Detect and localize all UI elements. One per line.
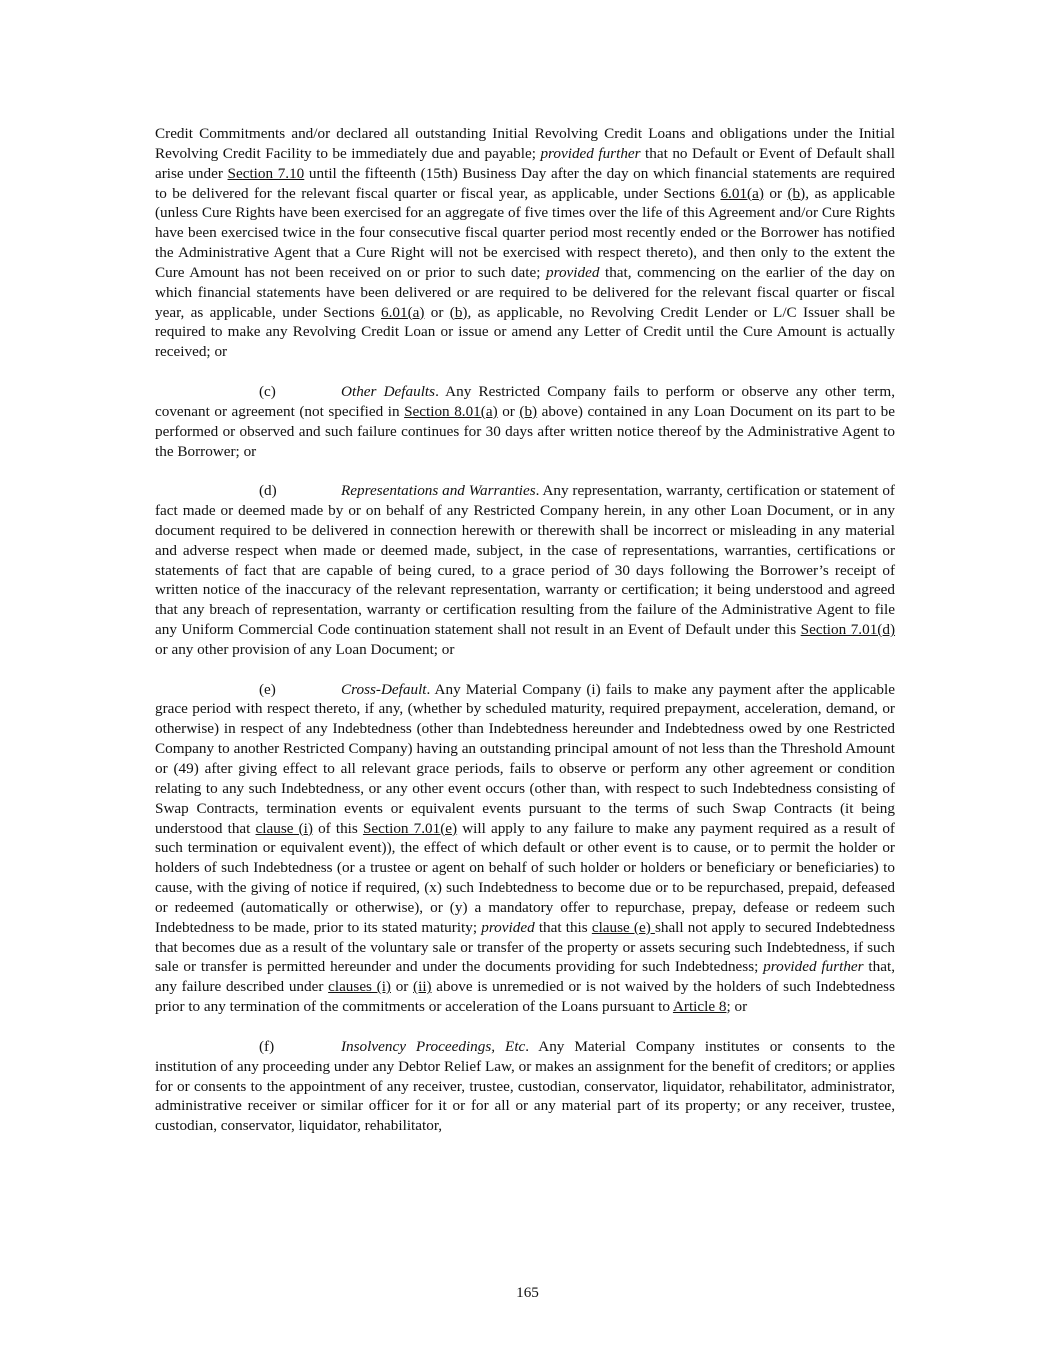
section-reference: Article 8 [672, 998, 727, 1016]
emphasis: provided further [540, 144, 641, 162]
page-number: 165 [516, 1284, 539, 1301]
section-reference: Section 7.01(d) [800, 621, 896, 639]
clause-heading: Insolvency Proceedings, Etc [341, 1037, 526, 1055]
clause-number: (c) [259, 382, 276, 400]
emphasis: provided [546, 263, 600, 281]
clause-number: (d) [259, 482, 277, 500]
section-reference: clauses (i) [328, 978, 391, 996]
paragraph-continuation: Credit Commitments and/or declared all outstanding Initial Revolving Credit Loans and obligations under the Initial Revolving Credit Facility to be immediately due and payable; provided further that no Default or Event of Default shall arise under Section 7.10 until the fifteenth (15th) Business Day after the day on which financial statements are required to be delivered for the relevant fiscal quarter or fiscal year, as applicable, under Sections 6.01(a) or (b), as applicable (unless Cure Rights have been exercised for an aggregate of five times over the life of this Agreement and/or Cure Rights have been exercised twice in the four consecutive fiscal quarter period most recently ended or the Borrower has notified the Administrative Agent that a Cure Right will not be exercised with respect thereto), and then only to the extent the Cure Amount has not been received on or prior to such date; provided that, commencing on the earlier of the day on which financial statements have been delivered or are required to be delivered for the relevant fiscal quarter or fiscal year, as applicable, under Sections 6.01(a) or (b), as applicable, no Revolving Credit Lender or L/C Issuer shall be required to make any Revolving Credit Loan or issue or amend any Letter of Credit until the Cure Amount is actually received; or [155, 125, 896, 361]
emphasis: provided [481, 918, 535, 936]
clause-d-representations: (d) Representations and Warranties. Any representation, warranty, certification or statement of fact made or deemed made by or on behalf of any Restricted Company herein, in any other Loan Document, or in any document required to be delivered in connection herewith or therewith shall be incorrect or misleading in any material and adverse respect when made or deemed made, subject, in the case of representations, warranties, certifications or statements of fact that are capable of being cured, to a grace period of 30 days following the Borrower’s receipt of written notice of the inaccuracy of the relevant representation, warranty or certification; it being understood and agreed that any breach of representation, warranty or certification resulting from the failure of the Administrative Agent to file any Uniform Commercial Code continuation statement shall not result in an Event of Default under this Section 7.01(d) or any other provision of any Loan Document; or [155, 482, 896, 658]
clause-c-other-defaults: (c) Other Defaults. Any Restricted Company fails to perform or observe any other term, covenant or agreement (not specified in Section 8.01(a) or (b) above) contained in any Loan Document on its part to be performed or observed and such failure continues for 30 days after written notice thereof by the Administrative Agent to the Borrower; or [155, 382, 895, 460]
clause-heading: Other Defaults [341, 382, 436, 400]
section-reference: clause (i) [255, 819, 313, 837]
clause-heading: Representations and Warranties [341, 482, 536, 500]
section-reference: 6.01(a) [380, 303, 425, 321]
section-reference: (b) [519, 402, 538, 420]
page-body [155, 124, 895, 1136]
clause-number: (f) [259, 1037, 275, 1055]
emphasis: provided further [763, 958, 864, 976]
section-reference: Section 8.01(a) [404, 402, 498, 420]
section-reference: Section 7.10 [227, 164, 305, 182]
section-reference: 6.01(a) [720, 184, 764, 202]
section-reference: clause (e) [591, 918, 655, 936]
clause-number: (e) [259, 680, 276, 698]
section-reference: Section 7.01(e) [362, 819, 458, 837]
clause-heading: Cross-Default [341, 680, 427, 698]
clause-f-insolvency: (f) Insolvency Proceedings, Etc. Any Material Company institutes or consents to the institution of any proceeding under any Debtor Relief Law, or makes an assignment for the benefit of creditors; or applies for or consents to the appointment of any receiver, trustee, custodian, conservator, liquidator, rehabilitator, administrator, administrative receiver or similar officer for it or for all or any material part of its property; or any receiver, trustee, custodian, conservator, liquidator, rehabilitator, [155, 1037, 895, 1135]
clause-e-cross-default: (e) Cross-Default. Any Material Company (i) fails to make any payment after the applicable grace period with respect thereto, if any, (whether by scheduled maturity, required prepayment, acceleration, demand, or otherwise) in respect of any Indebtedness (other than Indebtedness hereunder and Indebtedness owed by one Restricted Company to another Restricted Company) having an outstanding principal amount of not less than the Threshold Amount or (49) after giving effect to all relevant grace periods, fails to observe or perform any other agreement or condition relating to any such Indebtedness, or any other event occurs (other than, with respect to such Indebtedness consisting of Swap Contracts, termination events or equivalent events pursuant to the terms of such Swap Contracts (it being understood that clause (i) of this Section 7.01(e) will apply to any failure to make any payment required as a result of such termination or equivalent event)), the effect of which default or other event is to cause, or to permit the holder or holders of such Indebtedness (or a trustee or agent on behalf of such holder or holders or beneficiary or beneficiaries) to cause, with the giving of notice if required, (x) such Indebtedness to become due or to be repurchased, prepaid, defeased or redeemed (automatically or otherwise), or (y) a mandatory offer to repurchase, prepay, defease or redeem such Indebtedness to be made, prior to its stated maturity; provided that this clause (e) shall not apply to secured Indebtedness that becomes due as a result of the voluntary sale or transfer of the property or assets securing such Indebtedness, if such sale or transfer is permitted hereunder and under the documents providing for such Indebtedness; provided further that, any failure described under clauses (i) or (ii) above is unremedied or is not waived by the holders of such Indebtedness prior to any termination of the commitments or acceleration of the Loans pursuant to Article 8; or [155, 680, 895, 1016]
section-reference: (ii) [413, 978, 432, 996]
section-reference: (b) [449, 303, 468, 321]
section-reference: (b) [787, 184, 806, 202]
